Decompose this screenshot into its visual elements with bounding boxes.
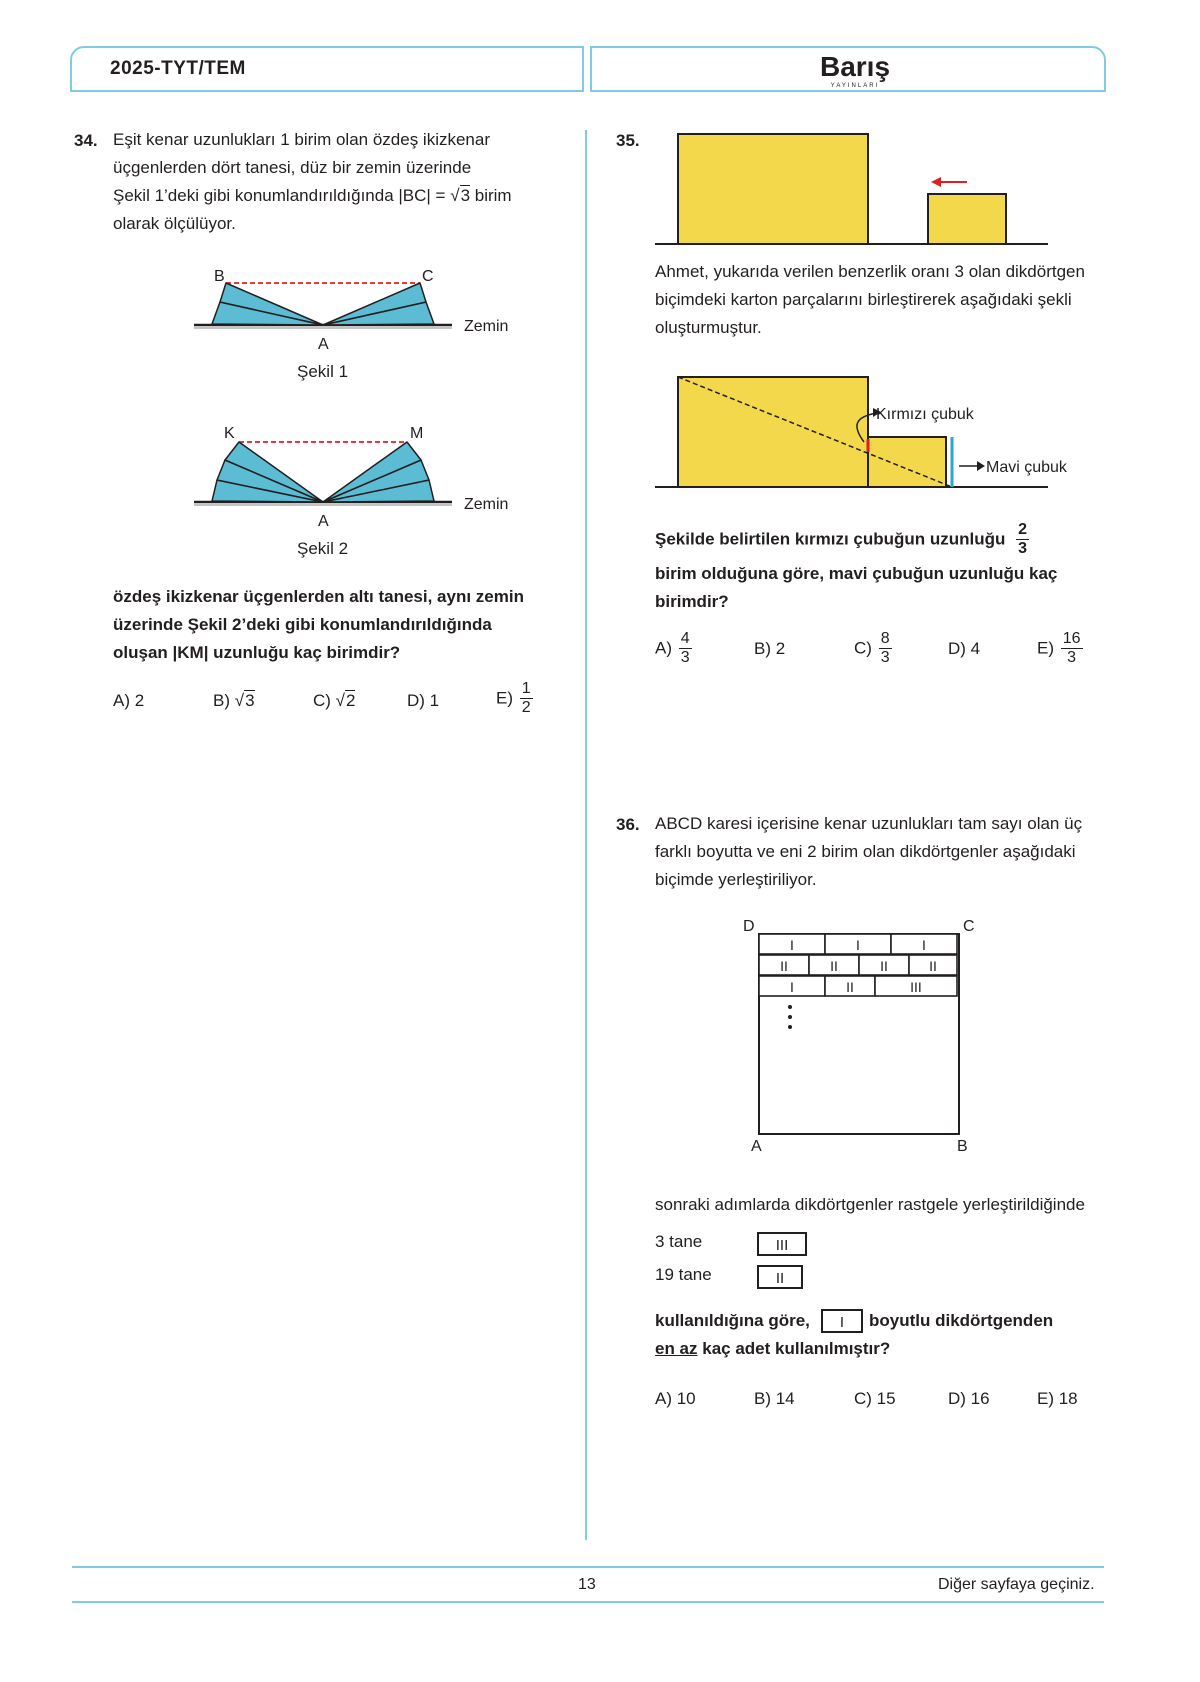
q36-number: 36. [616, 815, 640, 834]
svg-text:II: II [880, 958, 888, 974]
q35-option-d[interactable]: D) 4 [948, 639, 981, 658]
q34-intro: Eşit kenar uzunlukları 1 birim olan özdeş ikizkenar üçgenlerden dört tanesi, düz bir zemin üzerinde Şekil 1’deki gibi konumlandırıldığında |BC| = √3 birim olarak ölçülüyor. [113, 130, 512, 233]
svg-text:Zemin: Zemin [464, 496, 509, 513]
q35-option-e[interactable]: E) $\frac{16}{3}$ [1037, 630, 1081, 666]
svg-text:D: D [743, 918, 755, 935]
q35-question-rest: birim olduğuna göre, mavi çubuğun uzunluğu kaç birimdir? [655, 564, 1058, 611]
q35-composed-figure [655, 372, 1115, 492]
svg-text:K: K [224, 425, 235, 442]
q36-option-c[interactable]: C) 15 [854, 1389, 896, 1408]
svg-text:Zemin: Zemin [464, 318, 509, 335]
svg-text:I: I [790, 979, 794, 995]
q36-count-2: 19 tane [655, 1265, 712, 1284]
svg-text:II: II [929, 958, 937, 974]
q36-square-figure [735, 915, 975, 1155]
svg-text:B: B [214, 268, 225, 285]
footer-line-top [72, 1566, 1104, 1568]
q36-option-d[interactable]: D) 16 [948, 1389, 990, 1408]
q35-number: 35. [616, 131, 640, 150]
q35-option-c[interactable]: C) $\frac{8}{3}$ [854, 630, 890, 666]
svg-text:II: II [846, 979, 854, 995]
svg-text:A: A [751, 1138, 762, 1155]
q34-option-e[interactable]: E) $\frac{1}{2}$ [496, 680, 531, 716]
q34-option-a[interactable]: A) 2 [113, 691, 145, 710]
svg-text:I: I [790, 937, 794, 953]
q35-option-b[interactable]: B) 2 [754, 639, 786, 658]
q36-box-type-iii: III [757, 1232, 807, 1256]
page-number: 13 [578, 1576, 596, 1593]
svg-text:III: III [910, 979, 922, 995]
svg-text:A: A [318, 513, 329, 530]
svg-text:II: II [780, 958, 788, 974]
q34-question: özdeş ikizkenar üçgenlerden altı tanesi, aynı zemin üzerinde Şekil 2’deki gibi konumlandırıldığında oluşan |KM| uzunluğu kaç birimdir? [113, 587, 524, 662]
q36-option-b[interactable]: B) 14 [754, 1389, 795, 1408]
publisher-logo [800, 50, 910, 90]
svg-text:Şekil 2: Şekil 2 [297, 539, 349, 558]
svg-text:YAYINLARI: YAYINLARI [830, 83, 880, 89]
q36-option-a[interactable]: A) 10 [655, 1389, 696, 1408]
svg-text:C: C [963, 918, 975, 935]
q34-option-b[interactable]: B) √3 [213, 691, 255, 710]
q36-intro: ABCD karesi içerisine kenar uzunlukları tam sayı olan üç farklı boyutta ve eni 2 birim olan dikdörtgenler aşağıdaki biçimde yerleştiriliyor. [655, 814, 1083, 889]
svg-text:A: A [318, 336, 329, 353]
svg-text:Şekil 1: Şekil 1 [297, 362, 349, 381]
q35-rectangles-figure [655, 128, 1055, 248]
q34-option-d[interactable]: D) 1 [407, 691, 440, 710]
q36-box-type-ii: II [757, 1265, 803, 1289]
q36-box-type-i: I [821, 1309, 863, 1333]
svg-text:II: II [830, 958, 838, 974]
svg-text:C: C [422, 268, 434, 285]
next-page-note: Diğer sayfaya geçiniz. [938, 1576, 1095, 1593]
q35-option-a[interactable]: A) $\frac{4}{3}$ [655, 630, 690, 666]
q35-intro: Ahmet, yukarıda verilen benzerlik oranı 3 olan dikdörtgen biçimdeki karton parçalarını birleştirerek aşağıdaki şekli oluşturmuştur. [655, 262, 1085, 337]
q34-number: 34. [74, 131, 98, 150]
q36-option-e[interactable]: E) 18 [1037, 1389, 1078, 1408]
q36-count-1: 3 tane [655, 1232, 703, 1251]
svg-text:B: B [957, 1138, 968, 1155]
q36-question-part1: kullanıldığına göre, [655, 1311, 810, 1330]
svg-text:I: I [856, 937, 860, 953]
column-divider [585, 130, 587, 1540]
svg-text:Mavi çubuk: Mavi çubuk [986, 459, 1067, 476]
svg-text:Kırmızı çubuk: Kırmızı çubuk [876, 406, 974, 423]
q34-figure1 [190, 262, 530, 382]
q36-question-part3: en az kaç adet kullanılmıştır? [655, 1339, 891, 1358]
svg-text:Barış: Barış [819, 51, 891, 82]
q36-after-text: sonraki adımlarda dikdörtgenler rastgele yerleştirildiğinde [655, 1195, 1085, 1214]
q34-option-c[interactable]: C) √2 [313, 691, 356, 710]
footer-line-bottom [72, 1601, 1104, 1603]
q36-question-part2: boyutlu dikdörtgenden [869, 1311, 1054, 1330]
svg-text:I: I [922, 937, 926, 953]
q35-question-line1: Şekilde belirtilen kırmızı çubuğun uzunluğu $\frac{2}{3}$ [655, 521, 1028, 557]
svg-text:M: M [410, 425, 424, 442]
q34-figure2 [190, 420, 530, 560]
exam-title: 2025-TYT/TEM [110, 58, 246, 79]
